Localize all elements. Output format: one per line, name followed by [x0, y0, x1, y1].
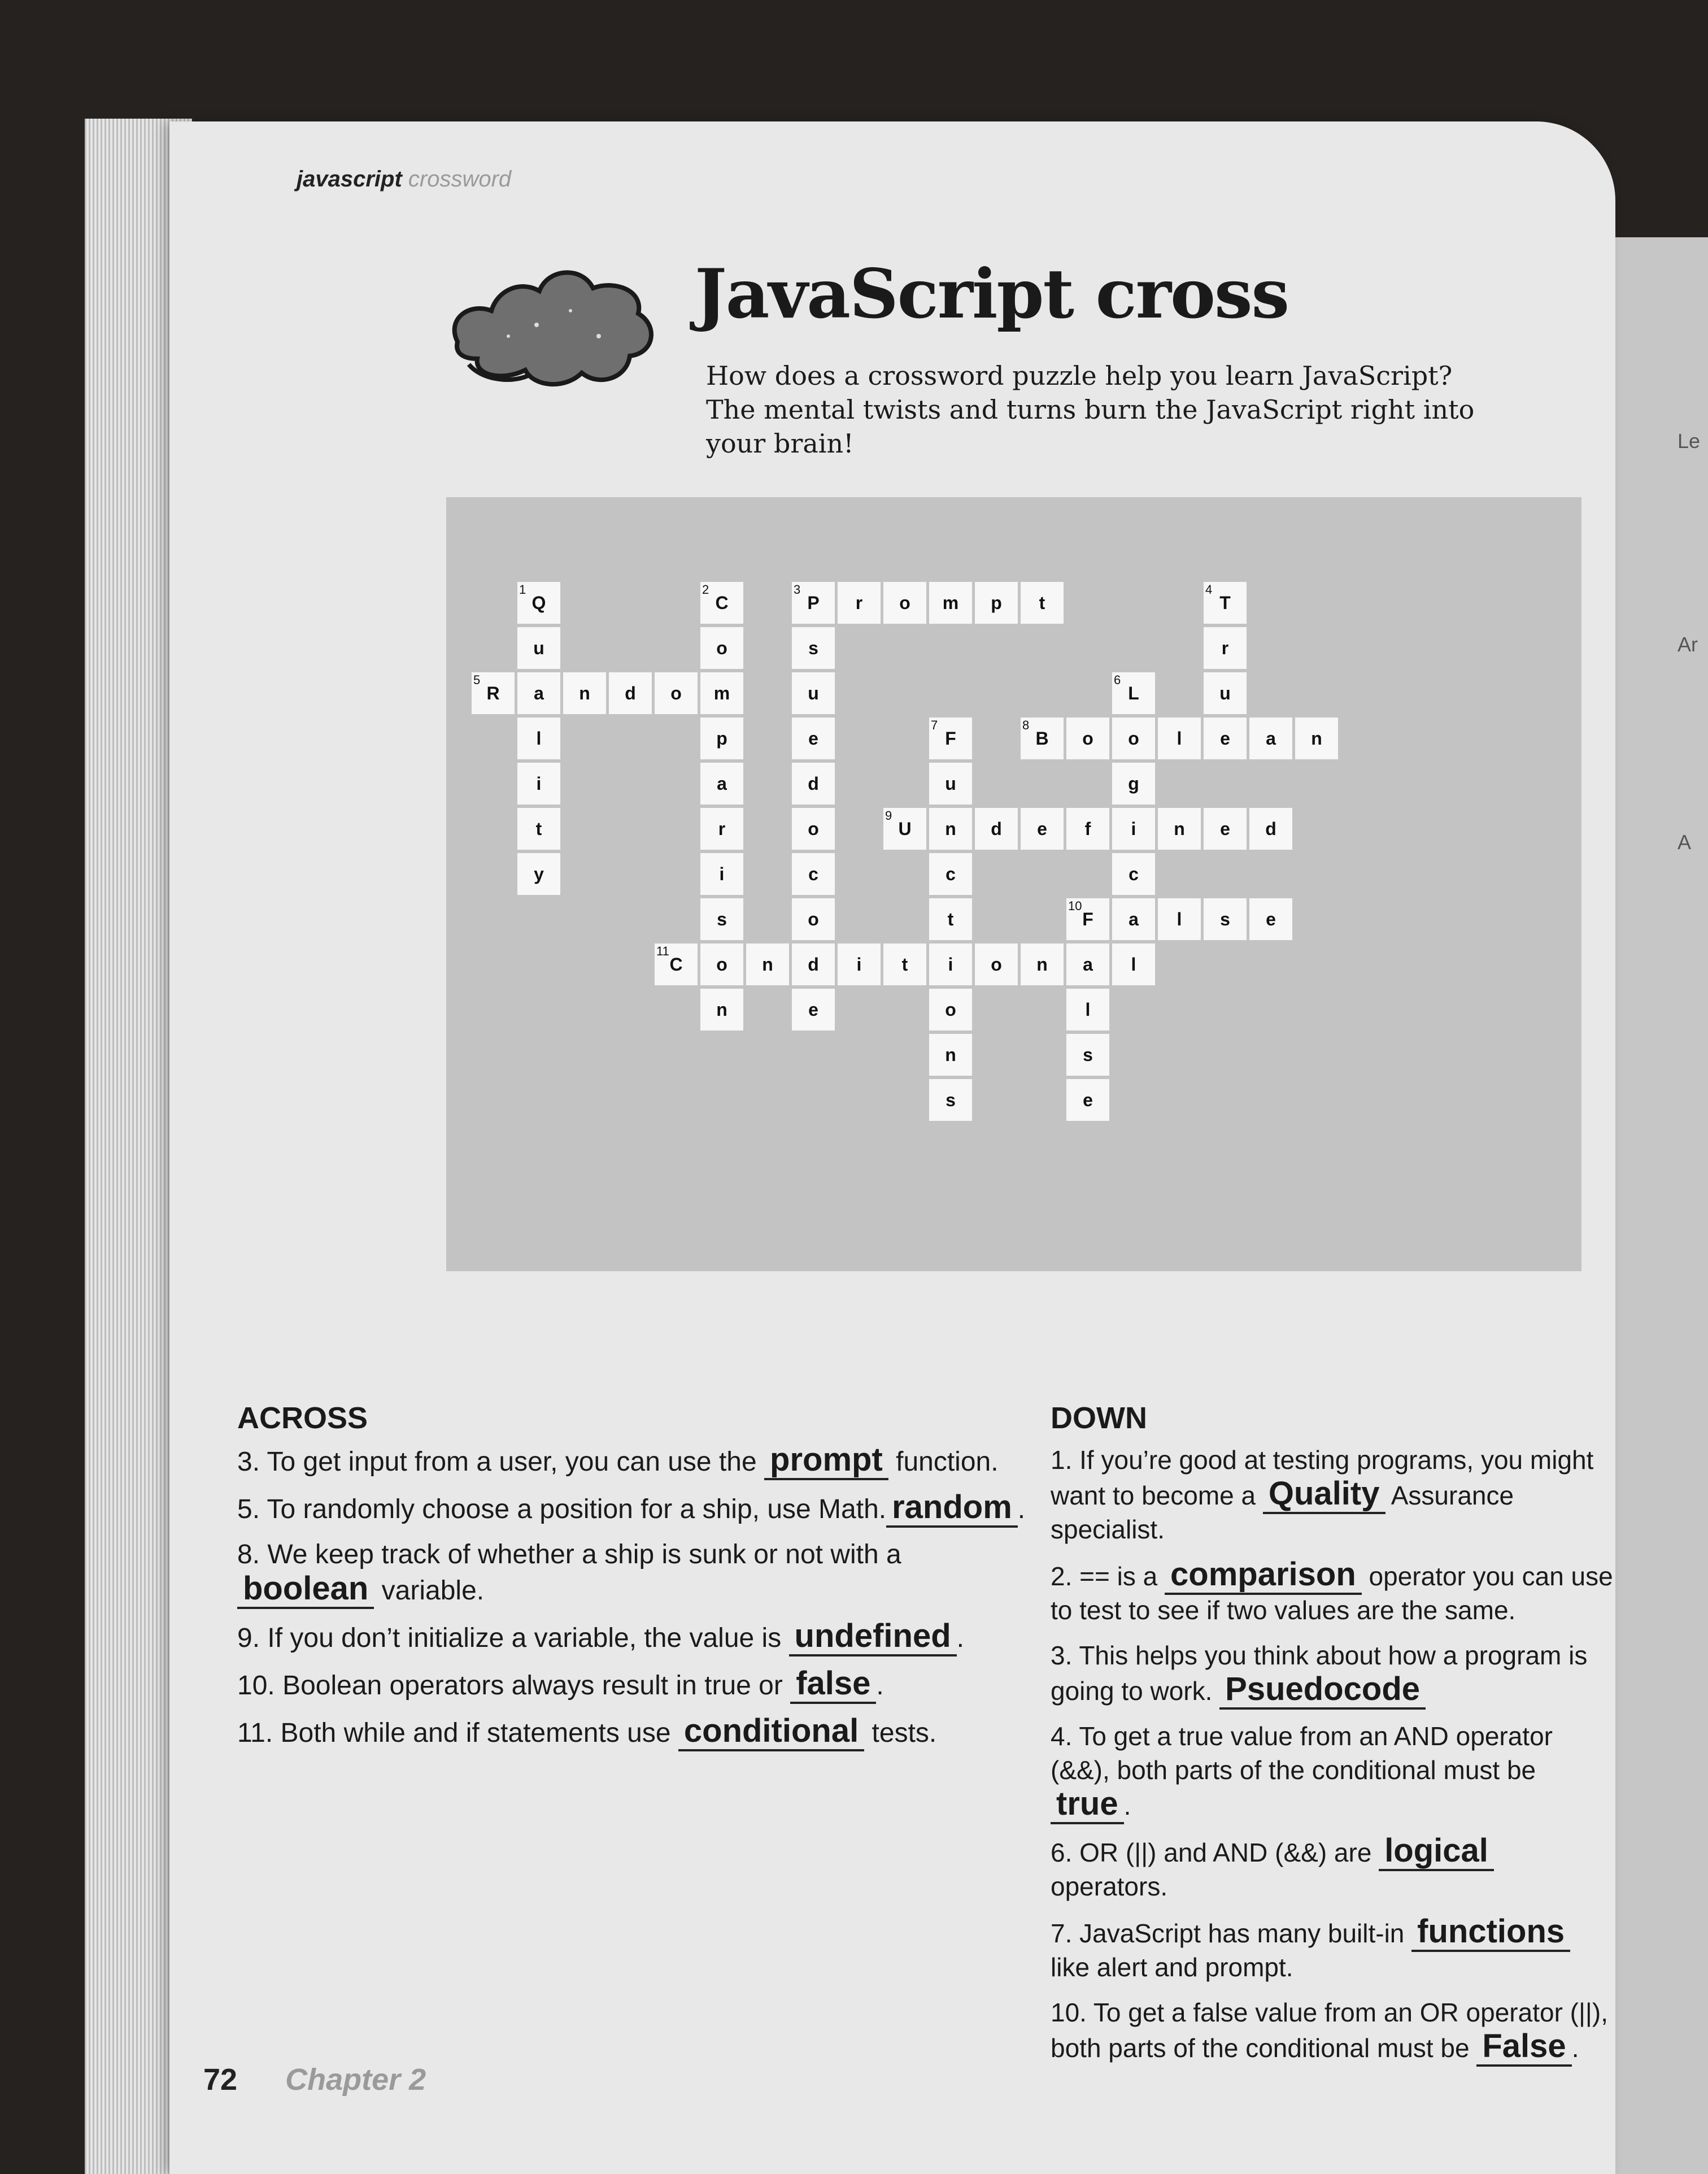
- cell-letter: C: [669, 954, 683, 975]
- crossword-cell: [1066, 943, 1109, 985]
- cell-letter: o: [991, 954, 1002, 975]
- crossword-cell: [929, 943, 972, 985]
- cell-letter: i: [1131, 818, 1136, 839]
- cell-letter: a: [1266, 728, 1276, 749]
- crossword-cell: [517, 853, 560, 895]
- cell-letter: e: [808, 728, 818, 749]
- clue-text: function.: [888, 1447, 999, 1477]
- crossword-cell: [975, 582, 1018, 624]
- cell-letter: r: [718, 818, 726, 839]
- crossword-cell: [1112, 808, 1155, 850]
- crossword-cell: [929, 763, 972, 805]
- crossword-cell: [1249, 718, 1292, 759]
- across-clue: [237, 1619, 1028, 1655]
- clue-text: 11. Both while and if statements use: [237, 1718, 678, 1748]
- cell-letter: o: [945, 999, 956, 1020]
- clue-text: 10. Boolean operators always result in true or: [237, 1671, 791, 1701]
- crossword-cell: [1249, 808, 1292, 850]
- crossword-cell: [1204, 808, 1247, 850]
- clue-text: Assurance specialist.: [1051, 1481, 1514, 1544]
- crossword-cell: [1204, 718, 1247, 759]
- cell-letter: s: [945, 1089, 956, 1110]
- book-page: [169, 121, 1615, 2174]
- handwritten-answer: undefined: [789, 1618, 957, 1656]
- cell-letter: o: [716, 637, 727, 658]
- crossword-cell: [975, 808, 1018, 850]
- across-clue: [237, 1538, 1028, 1608]
- cell-letter: s: [1083, 1044, 1093, 1065]
- clue-number: 5: [473, 673, 481, 687]
- down-clues: [1051, 1401, 1615, 2076]
- cell-letter: s: [717, 908, 727, 929]
- crossword-cell: [1112, 853, 1155, 895]
- cell-letter: u: [945, 773, 956, 794]
- cell-letter: c: [808, 863, 818, 884]
- cell-letter: t: [1039, 592, 1045, 613]
- cell-letter: r: [1221, 637, 1229, 658]
- crossword-cell: [792, 898, 835, 940]
- crossword-cell: [700, 672, 743, 714]
- crossword-cell: [1021, 582, 1064, 624]
- cell-letter: o: [716, 954, 727, 975]
- cell-letter: l: [1085, 999, 1091, 1020]
- cell-letter: P: [807, 592, 820, 613]
- clue-number: 6: [1114, 673, 1121, 687]
- crossword-cell: [929, 718, 972, 759]
- cell-letter: u: [808, 682, 819, 703]
- crossword-cell: [792, 989, 835, 1031]
- cell-letter: F: [1082, 908, 1093, 929]
- handwritten-answer: false: [790, 1665, 876, 1704]
- crossword-cell: [1021, 718, 1064, 759]
- cell-letter: n: [945, 1044, 956, 1065]
- across-clues: [237, 1401, 1028, 1762]
- crossword-cell: [1112, 763, 1155, 805]
- cell-letter: a: [1128, 908, 1139, 929]
- clue-number: 10: [1068, 899, 1082, 913]
- cell-letter: o: [1082, 728, 1093, 749]
- clue-text: .: [876, 1671, 884, 1701]
- clue-text: .: [1123, 1791, 1131, 1820]
- clue-text: variable.: [374, 1576, 485, 1606]
- crossword-cell: [655, 672, 698, 714]
- crossword-cell: [1066, 808, 1109, 850]
- cell-letter: t: [901, 954, 908, 975]
- crossword-cell: [700, 853, 743, 895]
- cell-letter: l: [1131, 954, 1136, 975]
- page-number: 72: [203, 2063, 238, 2097]
- cell-letter: s: [808, 637, 818, 658]
- clue-number: 4: [1205, 582, 1213, 597]
- crossword-cell: [1158, 808, 1201, 850]
- crossword-cell: [1158, 718, 1201, 759]
- cell-letter: p: [716, 728, 727, 749]
- crossword-cell: [1066, 898, 1109, 940]
- crossword-cell: [700, 582, 743, 624]
- clue-text: like alert and prompt.: [1051, 1953, 1293, 1982]
- crossword-cell: [838, 943, 881, 985]
- crossword-cell: [929, 1079, 972, 1121]
- cell-letter: T: [1219, 592, 1231, 613]
- clue-text: .: [1017, 1494, 1026, 1524]
- cell-letter: a: [1083, 954, 1093, 975]
- puzzle-piece-icon: [435, 257, 661, 393]
- crossword-board: [446, 497, 1581, 1271]
- cell-letter: g: [1128, 773, 1139, 794]
- crossword-cell: [700, 718, 743, 759]
- down-clue: [1051, 1443, 1615, 1546]
- handwritten-answer: logical: [1379, 1832, 1494, 1871]
- clue-text: 3. This helps you think about how a program is going to work.: [1051, 1641, 1588, 1706]
- intro-text: How does a crossword puzzle help you learn JavaScript? The mental twists and turns burn the JavaScript right into your brain!: [706, 360, 1475, 459]
- crossword-cell: [838, 582, 881, 624]
- down-clue: [1051, 1834, 1615, 1903]
- across-clue: [237, 1490, 1028, 1527]
- clue-text: operator you can use to test to see if two values are the same.: [1051, 1562, 1613, 1625]
- cell-letter: o: [808, 818, 819, 839]
- cell-letter: R: [486, 682, 500, 703]
- crossword-cell: [700, 808, 743, 850]
- cell-letter: d: [625, 682, 636, 703]
- handwritten-answer: False: [1476, 2028, 1571, 2067]
- crossword-cell: [883, 582, 926, 624]
- cell-letter: r: [855, 592, 863, 613]
- cell-letter: d: [808, 773, 819, 794]
- cell-letter: d: [1265, 818, 1276, 839]
- cell-letter: n: [1036, 954, 1048, 975]
- cell-letter: n: [716, 999, 727, 1020]
- across-clue: [237, 1443, 1028, 1479]
- crossword-cell: [1112, 672, 1155, 714]
- crossword-cell: [929, 989, 972, 1031]
- crossword-cell: [1204, 627, 1247, 669]
- crossword-cell: [792, 672, 835, 714]
- crossword-cell: [1021, 943, 1064, 985]
- clue-text: 2. == is a: [1051, 1562, 1165, 1591]
- cell-letter: e: [1220, 728, 1230, 749]
- cell-letter: L: [1128, 682, 1139, 703]
- crossword-cell: [883, 943, 926, 985]
- down-clue: [1051, 1638, 1615, 1708]
- crossword-cell: [792, 943, 835, 985]
- cell-letter: n: [945, 818, 956, 839]
- cell-letter: i: [856, 954, 862, 975]
- crossword-cell: [929, 853, 972, 895]
- cell-letter: Q: [531, 592, 546, 613]
- crossword-cell: [1204, 672, 1247, 714]
- crossword-cell: [1249, 898, 1292, 940]
- crossword-cell: [1066, 718, 1109, 759]
- crossword-cell: [517, 763, 560, 805]
- crossword-cell: [517, 672, 560, 714]
- crossword-cell: [792, 763, 835, 805]
- crossword-cell: [472, 672, 515, 714]
- clue-number: 8: [1022, 718, 1030, 732]
- adjacent-page-fragment: Ar: [1677, 633, 1698, 656]
- handwritten-answer: random: [886, 1489, 1018, 1528]
- adjacent-page-fragment: A: [1677, 831, 1692, 854]
- crossword-cell: [929, 808, 972, 850]
- cell-letter: e: [1037, 818, 1047, 839]
- crossword-cell: [792, 853, 835, 895]
- crossword-cell: [929, 898, 972, 940]
- crossword-cell: [1066, 1079, 1109, 1121]
- handwritten-answer: comparison: [1165, 1556, 1362, 1595]
- running-header: [297, 167, 511, 192]
- down-clue: [1051, 1558, 1615, 1627]
- cell-letter: n: [1311, 728, 1322, 749]
- crossword-cell: [609, 672, 652, 714]
- crossword-cell: [746, 943, 789, 985]
- cell-letter: c: [1128, 863, 1139, 884]
- page-footer: [203, 2062, 426, 2097]
- cell-letter: n: [1174, 818, 1185, 839]
- cell-letter: e: [1266, 908, 1276, 929]
- clue-number: 11: [656, 944, 669, 958]
- crossword-cell: [700, 898, 743, 940]
- crossword-cell: [1112, 943, 1155, 985]
- handwritten-answer: true: [1051, 1785, 1124, 1824]
- crossword-cell: [517, 627, 560, 669]
- cell-letter: t: [947, 908, 954, 929]
- cell-letter: F: [945, 728, 956, 749]
- clue-text: 9. If you don’t initialize a variable, the value is: [237, 1623, 789, 1653]
- clue-text: .: [956, 1623, 964, 1653]
- cell-letter: B: [1035, 728, 1049, 749]
- crossword-cell: [792, 718, 835, 759]
- cell-letter: o: [808, 908, 819, 929]
- cell-letter: i: [948, 954, 953, 975]
- handwritten-answer: functions: [1411, 1913, 1570, 1952]
- crossword-cell: [1204, 582, 1247, 624]
- clue-text: 4. To get a true value from an AND operator (&&), both parts of the conditional must be: [1051, 1721, 1553, 1785]
- clue-text: 5. To randomly choose a position for a ship, use Math.: [237, 1494, 887, 1524]
- down-clue: [1051, 1719, 1615, 1823]
- clue-number: 1: [519, 582, 526, 597]
- crossword-cell: [929, 582, 972, 624]
- down-heading: DOWN: [1051, 1401, 1147, 1435]
- cell-letter: e: [808, 999, 818, 1020]
- clue-text: 7. JavaScript has many built-in: [1051, 1919, 1412, 1948]
- crossword-cell: [700, 627, 743, 669]
- crossword-cell: [792, 627, 835, 669]
- cell-letter: m: [713, 682, 730, 703]
- cell-letter: u: [1219, 682, 1231, 703]
- cell-letter: i: [719, 863, 725, 884]
- clue-number: 2: [702, 582, 709, 597]
- handwritten-answer: Quality: [1263, 1475, 1385, 1514]
- crossword-cell: [1204, 898, 1247, 940]
- clue-text: 10. To get a false value from an OR operator (||), both parts of the conditional must be: [1051, 1998, 1608, 2063]
- crossword-cell: [517, 582, 560, 624]
- adjacent-page-fragment: Le: [1677, 429, 1701, 453]
- crossword-cell: [655, 943, 698, 985]
- crossword-cell: [700, 989, 743, 1031]
- crossword-cell: [929, 1034, 972, 1076]
- cell-letter: l: [1177, 728, 1182, 749]
- clue-text: 3. To get input from a user, you can use the: [237, 1447, 765, 1477]
- cell-letter: s: [1220, 908, 1230, 929]
- clue-number: 3: [794, 582, 801, 597]
- cell-letter: d: [808, 954, 819, 975]
- crossword-cell: [1066, 989, 1109, 1031]
- cell-letter: c: [945, 863, 956, 884]
- cell-letter: d: [991, 818, 1002, 839]
- cell-letter: o: [1128, 728, 1139, 749]
- cell-letter: o: [670, 682, 682, 703]
- cell-letter: i: [536, 773, 542, 794]
- clue-text: 1. If you’re good at testing programs, you might want to become a: [1051, 1445, 1594, 1510]
- clue-text: operators.: [1051, 1872, 1168, 1901]
- cell-letter: n: [762, 954, 773, 975]
- handwritten-answer: conditional: [678, 1712, 864, 1751]
- across-clue: [237, 1714, 1028, 1750]
- clue-number: 7: [931, 718, 938, 732]
- down-clue: [1051, 1915, 1615, 1984]
- handwritten-answer: prompt: [764, 1441, 888, 1480]
- handwritten-answer: Psuedocode: [1219, 1671, 1426, 1710]
- cell-letter: f: [1084, 818, 1091, 839]
- chapter-label: Chapter 2: [285, 2063, 426, 2097]
- crossword-cell: [1295, 718, 1338, 759]
- clue-text: .: [1571, 2033, 1579, 2063]
- across-clue: [237, 1667, 1028, 1703]
- cell-letter: y: [534, 863, 544, 884]
- crossword-cell: [1021, 808, 1064, 850]
- clue-text: 6. OR (||) and AND (&&) are: [1051, 1838, 1379, 1867]
- handwritten-answer: boolean: [237, 1570, 374, 1609]
- header-section: javascript: [297, 167, 402, 192]
- crossword-cell: [1112, 898, 1155, 940]
- cell-letter: n: [579, 682, 590, 703]
- cell-letter: C: [715, 592, 729, 613]
- across-heading: ACROSS: [237, 1401, 368, 1435]
- cell-letter: a: [534, 682, 544, 703]
- header-subsection: crossword: [408, 167, 512, 192]
- crossword-cell: [517, 808, 560, 850]
- crossword-cell: [700, 943, 743, 985]
- clue-text: 8. We keep track of whether a ship is sunk or not with a: [237, 1540, 901, 1569]
- clue-number: 9: [885, 808, 892, 823]
- cell-letter: p: [991, 592, 1002, 613]
- crossword-cell: [792, 808, 835, 850]
- crossword-cell: [1112, 718, 1155, 759]
- page-title: JavaScript cross: [695, 254, 1289, 334]
- cell-letter: l: [536, 728, 542, 749]
- down-clue: [1051, 1995, 1615, 2065]
- crossword-cell: [1158, 898, 1201, 940]
- crossword-cell: [517, 718, 560, 759]
- crossword-cell: [563, 672, 606, 714]
- crossword-cell: [792, 582, 835, 624]
- crossword-cell: [700, 763, 743, 805]
- cell-letter: t: [535, 818, 542, 839]
- cell-letter: o: [899, 592, 910, 613]
- cell-letter: e: [1220, 818, 1230, 839]
- cell-letter: U: [898, 818, 912, 839]
- cell-letter: l: [1177, 908, 1182, 929]
- crossword-cell: [883, 808, 926, 850]
- cell-letter: m: [942, 592, 959, 613]
- clue-text: tests.: [864, 1718, 937, 1748]
- cell-letter: a: [717, 773, 727, 794]
- cell-letter: e: [1083, 1089, 1093, 1110]
- crossword-cell: [1066, 1034, 1109, 1076]
- crossword-cell: [975, 943, 1018, 985]
- cell-letter: u: [533, 637, 544, 658]
